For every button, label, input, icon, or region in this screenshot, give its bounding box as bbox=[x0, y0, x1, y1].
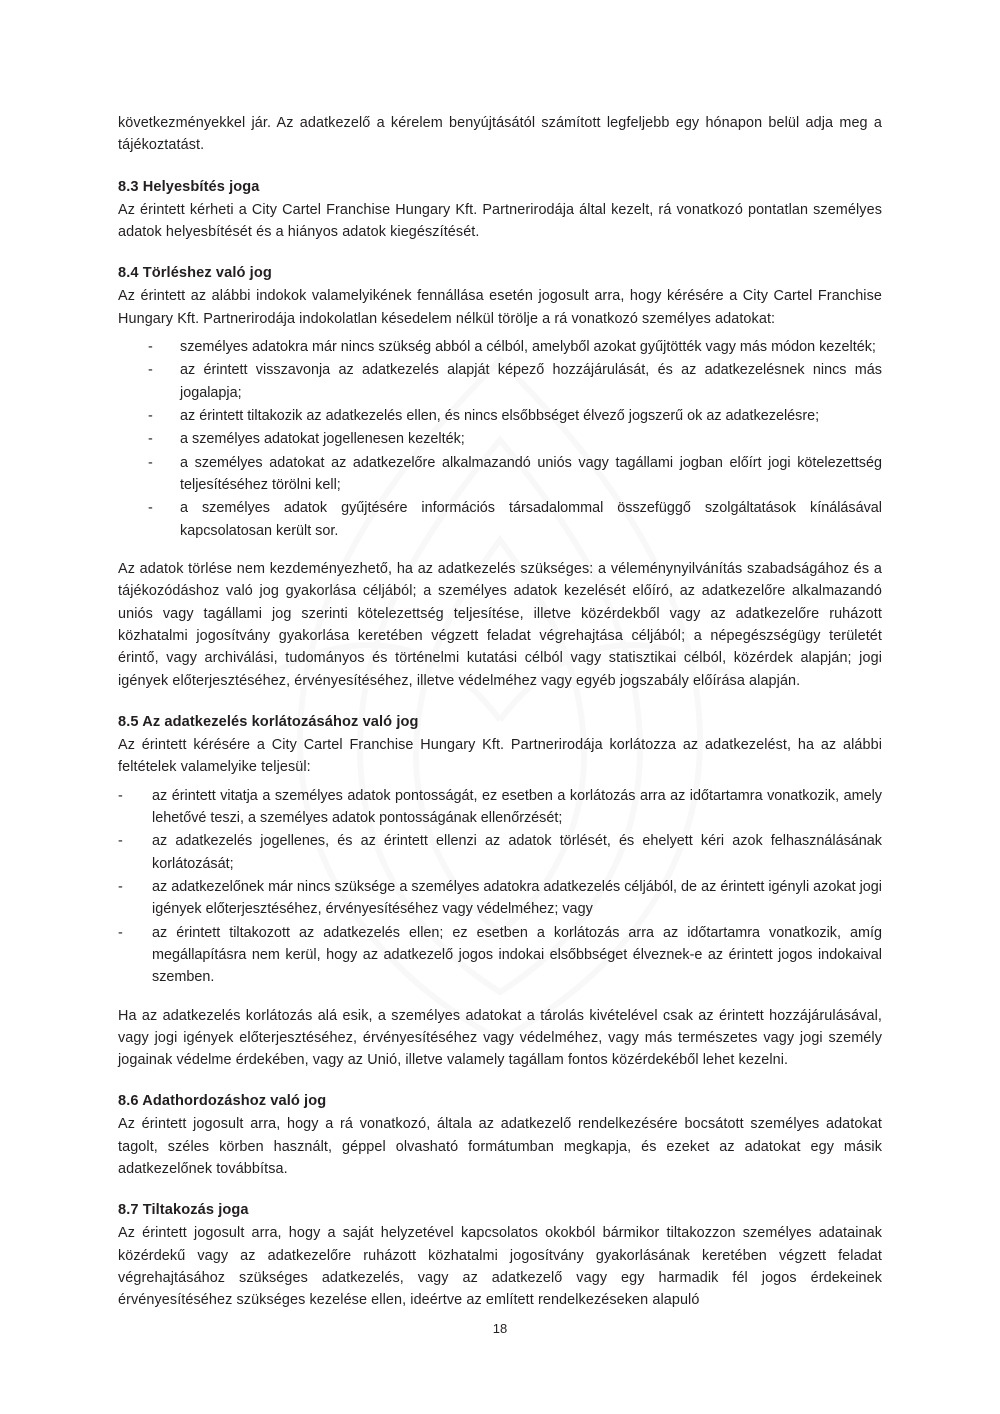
section-8-4 bbox=[118, 265, 882, 692]
list-item-text: a személyes adatok gyűjtésére információs társadalommal összefüggő szolgáltatások kínálásával kapcsolatosan került sor. bbox=[180, 500, 882, 539]
list-item-text: az érintett vitatja a személyes adatok pontosságát, ez esetben a korlátozás arra az időtartamra vonatkozik, amely lehetővé teszi, a személyes adatok pontosságának ellenőrzését; bbox=[152, 787, 882, 826]
list-item bbox=[118, 785, 882, 830]
list-item bbox=[118, 336, 882, 358]
list-item-text: az érintett tiltakozott az adatkezelés ellen; ez esetben a korlátozás arra az időtartamra vonatkozik, amíg megállapításra nem kerül, hogy az adatkezelő jogos indokai elsőbbséget élveznek-e az érintett jogos indokaival szemben. bbox=[152, 924, 882, 986]
list-item bbox=[118, 405, 882, 427]
section-paragraph: Az érintett jogosult arra, hogy a rá vonatkozó, általa az adatkezelő rendelkezésére bocsátott személyes adatokat tagolt, széles körben használt, géppel olvasható formátumban megkapja, és ezeket az adatokat egy másik adatkezelőnek továbbítsa. bbox=[118, 1116, 882, 1178]
list-item-text: az adatkezelőnek már nincs szüksége a személyes adatokra adatkezelés céljából, de az érintett igényli azokat jogi igények előterjesztéséhez, érvényesítéséhez vagy védelméhez; vagy bbox=[152, 878, 882, 918]
section-paragraph: Az érintett kérésére a City Cartel Franchise Hungary Kft. Partnerirodája korlátozza az adatkezelést, ha az alábbi feltételek valamelyike teljesül: bbox=[118, 736, 882, 776]
section-8-3 bbox=[118, 179, 882, 244]
dash-bullet: - bbox=[148, 362, 153, 379]
list-item bbox=[118, 830, 882, 875]
section-8-5 bbox=[118, 714, 882, 1072]
list-item-text: az adatkezelés jogellenes, és az érintett ellenzi az adatok törlését, és ehelyett kéri azok felhasználásának korlátozását; bbox=[152, 833, 882, 872]
section-8-7 bbox=[118, 1202, 882, 1311]
list-item-text: a személyes adatokat az adatkezelőre alkalmazandó uniós vagy tagállami jogban előírt jogi kötelezettség teljesítéséhez törölni kell; bbox=[180, 454, 882, 493]
section-list bbox=[118, 785, 882, 989]
list-item bbox=[118, 876, 882, 921]
dash-bullet: - bbox=[118, 878, 123, 895]
section-paragraph: Az érintett jogosult arra, hogy a saját helyzetével kapcsolatos okokból bármikor tiltakozzon személyes adatainak közérdekű vagy az adatkezelőre ruházott közhatalmi jogosítvány gyakorlásának keretében végzett feladat végrehajtásához szükséges adatkezelés, vagy az adatkezelő vagy egy harmadik fél jogos érdekeinek érvényesítéséhez szükséges kezelése ellen, ideértve az említett rendelkezéseken alapuló bbox=[118, 1225, 882, 1309]
list-item-text: az érintett visszavonja az adatkezelés alapját képező hozzájárulását, és az adatkezelésnek nincs más jogalapja; bbox=[180, 362, 882, 401]
section-after-paragraph: Az adatok törlése nem kezdeményezhető, ha az adatkezelés szükséges: a véleménynyilvánítás szabadságához és a tájékozódáshoz való jog gyakorlása céljából; a személyes adatok kezelését előíró, az adatkezelőre alkalmazandó uniós vagy tagállami jog szerinti kötelezettség teljesítése, illetve közérdekből vagy az adatkezelőre ruházott közhatalmi jogosítvány gyakorlása keretében végzett feladat végrehajtása céljából; a népegészségügy területét érintő, vagy archiválási, tudományos és történelmi kutatási célból vagy statisztikai célból, közérdek alapján; jogi igények előterjesztéséhez, érvényesítéséhez, illetve védelméhez vagy egyéb jogszabály előírása alapján. bbox=[118, 560, 882, 689]
list-item-text: az érintett tiltakozik az adatkezelés ellen, és nincs elsőbbséget élvező jogszerű ok az adatkezelésre; bbox=[180, 407, 820, 424]
page-number: 18 bbox=[492, 1321, 508, 1336]
section-heading: 8.5 Az adatkezelés korlátozásához való jog bbox=[118, 713, 419, 730]
dash-bullet: - bbox=[148, 407, 153, 424]
list-item bbox=[118, 922, 882, 989]
dash-bullet: - bbox=[148, 500, 153, 517]
list-item bbox=[118, 452, 882, 497]
list-item bbox=[118, 497, 882, 542]
dash-bullet: - bbox=[118, 924, 123, 941]
dash-bullet: - bbox=[148, 338, 153, 355]
list-item-text: a személyes adatokat jogellenesen kezelték; bbox=[180, 431, 465, 448]
dash-bullet: - bbox=[148, 454, 153, 471]
section-paragraph: Az érintett kérheti a City Cartel Franchise Hungary Kft. Partnerirodája által kezelt, rá vonatkozó pontatlan személyes adatok helyesbítését és a hiányos adatok kiegészítését. bbox=[118, 201, 882, 240]
section-paragraph: Az érintett az alábbi indokok valamelyikének fennállása esetén jogosult arra, hogy kérésére a City Cartel Franchise Hungary Kft. Partnerirodája indokolatlan késedelem nélkül törölje a rá vonatkozó személyes adatokat: bbox=[118, 288, 882, 327]
dash-bullet: - bbox=[148, 431, 153, 448]
section-8-6 bbox=[118, 1093, 882, 1180]
intro-paragraph: következményekkel jár. Az adatkezelő a kérelem benyújtásától számított legfeljebb egy hónapon belül adja meg a tájékoztatást. bbox=[118, 115, 882, 154]
list-item bbox=[118, 359, 882, 404]
dash-bullet: - bbox=[118, 787, 123, 804]
section-list bbox=[118, 336, 882, 542]
section-heading: 8.3 Helyesbítés joga bbox=[118, 178, 260, 195]
list-item bbox=[118, 428, 882, 450]
section-heading: 8.6 Adathordozáshoz való jog bbox=[118, 1093, 327, 1110]
section-heading: 8.7 Tiltakozás joga bbox=[118, 1202, 249, 1219]
list-item-text: személyes adatokra már nincs szükség abból a célból, amelyből azokat gyűjtötték vagy más módon kezelték; bbox=[180, 338, 876, 355]
dash-bullet: - bbox=[118, 833, 123, 850]
section-heading: 8.4 Törléshez való jog bbox=[118, 265, 272, 282]
section-after-paragraph: Ha az adatkezelés korlátozás alá esik, a személyes adatokat a tárolás kivételével csak az érintett hozzájárulásával, vagy jogi igények előterjesztéséhez, érvényesítéséhez vagy védelméhez, vagy más természetes vagy jogi személy jogainak védelme érdekében, vagy az Unió, illetve valamely tagállam fontos közérdekéből lehet kezelni. bbox=[118, 1007, 882, 1069]
